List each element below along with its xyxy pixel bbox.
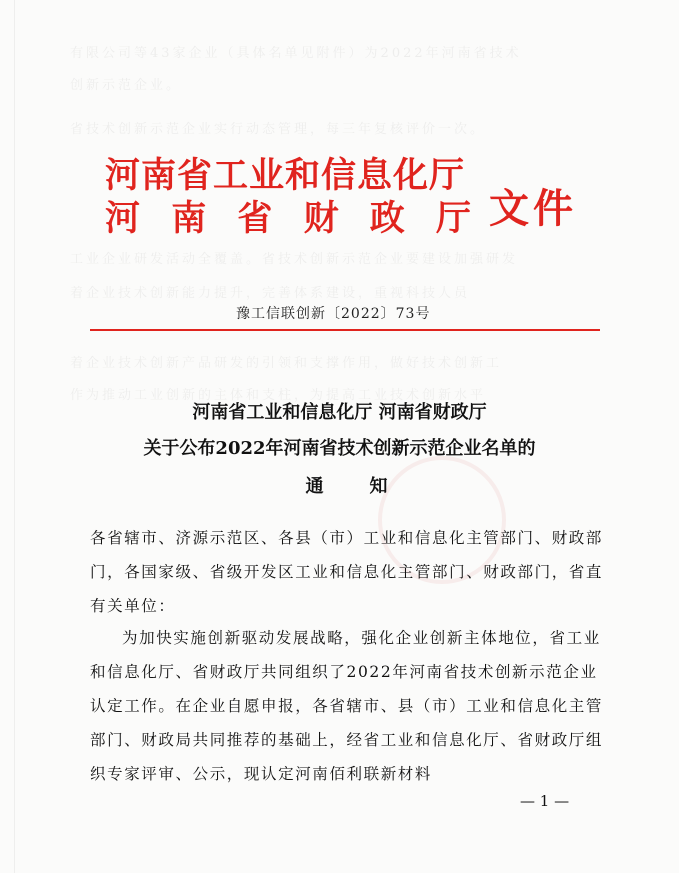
salutation: 各省辖市、济源示范区、各县（市）工业和信息化主管部门、财政部门，各国家级、省级开发区工业和信息化主管部门、财政部门，省直有关单位： bbox=[90, 529, 604, 615]
issuer-char: 政 bbox=[369, 199, 405, 239]
bleed-through-text: 工业企业研发活动全覆盖。省技术创新示范企业要建设加强研发 bbox=[70, 252, 519, 267]
bleed-through-text: 有限公司等43家企业（具体名单见附件）为2022年河南省技术 bbox=[70, 46, 522, 61]
bleed-through-text: 着企业技术创新产品研发的引领和支撑作用，做好技术创新工 bbox=[70, 356, 503, 371]
red-divider bbox=[90, 329, 600, 331]
title-line-1: 河南省工业和信息化厅 河南省财政厅 bbox=[192, 402, 487, 423]
page-number: — 1 — bbox=[520, 792, 570, 810]
body-paragraph: 为加快实施创新驱动发展战略，强化企业创新主体地位，省工业和信息化厅、省财政厅共同组织了2022年河南省技术创新示范企业认定工作。在企业自愿申报，各省辖市、县（市）工业和信息化主管部门、财政局共同推荐的基础上，经省工业和信息化厅、省财政厅组织专家评审、公示，现认定河南佰利联新材料 bbox=[90, 629, 604, 783]
issuer-char: 南 bbox=[171, 199, 207, 239]
issuer-line-1: 河南省工业和信息化厅 bbox=[105, 156, 466, 196]
title-line-2: 关于公布2022年河南省技术创新示范企业名单的 bbox=[143, 438, 536, 459]
issuer-char: 厅 bbox=[435, 199, 471, 239]
issuer-header bbox=[105, 155, 471, 241]
bleed-through-text: 着企业技术创新能力提升，完善体系建设，重视科技人员 bbox=[70, 286, 471, 301]
bleed-through-text: 创新示范企业。 bbox=[70, 78, 183, 93]
title-line-3: 通知 bbox=[305, 476, 434, 497]
bleed-through-text: 省技术创新示范企业实行动态管理，每三年复核评价一次。 bbox=[70, 122, 487, 137]
issuer-line-2 bbox=[105, 197, 471, 241]
file-label: 文件 bbox=[489, 186, 577, 232]
bleed-through-text: 作为推动工业创新的主体和支柱，为提高工业技术创新水平 bbox=[70, 388, 487, 403]
issuer-char: 河 bbox=[105, 199, 141, 239]
document-number: 豫工信联创新〔2022〕73号 bbox=[236, 306, 431, 322]
issuer-char: 财 bbox=[303, 199, 339, 239]
issuer-char: 省 bbox=[237, 199, 273, 239]
